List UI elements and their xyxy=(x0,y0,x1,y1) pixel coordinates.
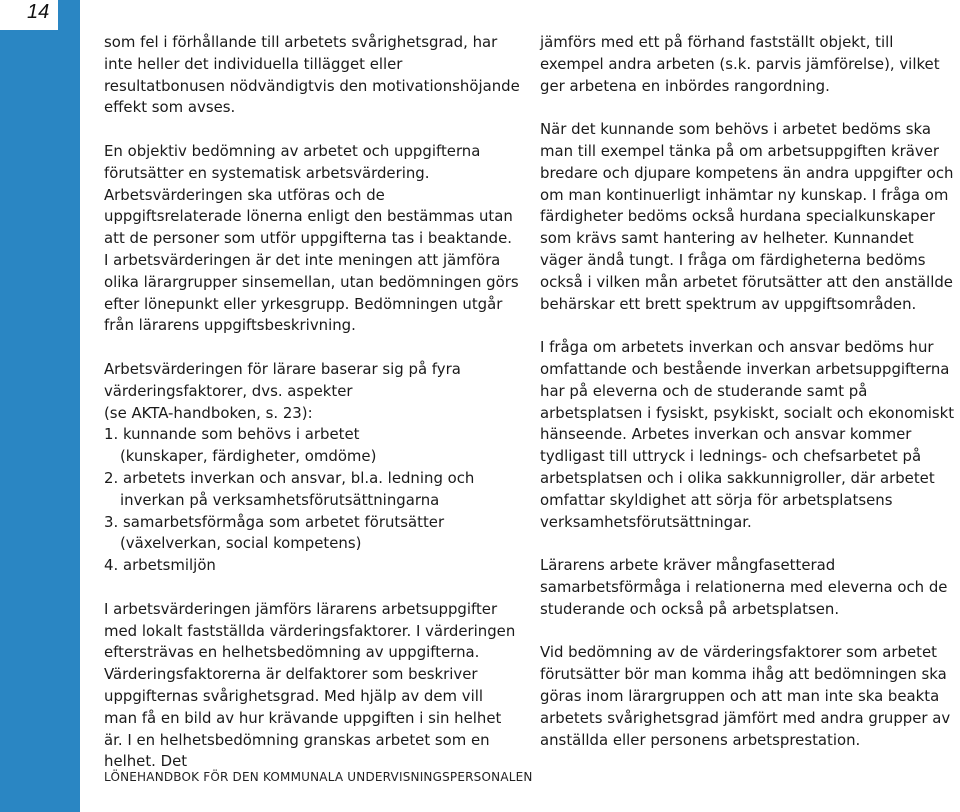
right-paragraph-3: I fråga om arbetets inverkan och ansvar bedöms hur omfattande och bestående inverkan arbetsuppgifterna har på eleverna och de studerande samt på arbetsplatsen i fysiskt, psykiskt, socialt och ekonomiskt hänseende. Arbetes inverkan och ansvar kommer tydligast till uttryck i lednings- och chefsarbetet på arbetsplatsen och i olika sakkunnigroller, där arbetet omfattar skyldighet att sörja för arbetsplatsens verksamhetsförutsättningar. xyxy=(540,338,955,531)
list-item-1-detail: (kunskaper, färdigheter, omdöme) xyxy=(120,447,377,466)
list-item-4: 4. arbetsmiljön xyxy=(104,556,216,575)
right-paragraph-4: Lärarens arbete kräver mångfasetterad samarbetsförmåga i relationerna med eleverna och de studerande och också på arbetsplatsen. xyxy=(540,556,948,618)
left-paragraph-2: En objektiv bedömning av arbetet och uppgifterna förutsätter en systematisk arbetsvärdering. Arbetsvärderingen ska utföras och de uppgiftsrelaterade lönerna enligt den bestämmas utan att de personer som utför uppgifterna tas i beaktande. I arbetsvärderingen är det inte meningen att jämföra olika lärargrupper sinsemellan, utan bedömningen görs efter lönepunkt eller yrkesgrupp. Bedömningen utgår från lärarens uppgiftsbeskrivning. xyxy=(104,141,519,335)
left-paragraph-3: I arbetsvärderingen jämförs lärarens arbetsuppgifter med lokalt fastställda värderingsfaktorer. I värderingen eftersträvas en helhetsbedömning av uppgifterna. Värderingsfaktorerna är delfaktorer som beskriver uppgifternas svårighetsgrad. Med hjälp av dem vill man få en bild av hur krävande uppgiften i sin helhet är. I en helhetsbedömning granskas arbetet som en helhet. Det xyxy=(104,599,516,771)
right-paragraph-1: jämförs med ett på förhand fastställt objekt, till exempel andra arbeten (s.k. parvis jämförelse), vilket ger arbetena en inbördes rangordning. xyxy=(540,33,940,95)
list-item-2: 2. arbetets inverkan och ansvar, bl.a. ledning och xyxy=(104,468,475,487)
right-column xyxy=(540,32,956,773)
list-reference: (se AKTA-handboken, s. 23): xyxy=(104,403,313,422)
list-item-1: 1. kunnande som behövs i arbetet xyxy=(104,425,360,444)
page-footer: LÖNEHANDBOK FÖR DEN KOMMUNALA UNDERVISNINGSPERSONALEN xyxy=(104,770,533,784)
right-paragraph-2: När det kunnande som behövs i arbetet bedöms ska man till exempel tänka på om arbetsuppgiften kräver bredare och djupare kompetens än andra uppgifter och om man kontinuerligt inhämtar ny kunskap. I fråga om färdigheter bedöms också hurdana specialkunskaper som krävs samt hantering av helheter. Kunnandet väger ändå tungt. I fråga om färdigheterna bedöms också i vilken mån arbetet förutsätter att den anställde behärskar ett brett spektrum av uppgiftsområden. xyxy=(540,120,954,313)
valuation-factors-list xyxy=(104,359,520,577)
list-item-2-detail: inverkan på verksamhetsförutsättningarna xyxy=(120,490,440,509)
page-sidebar-accent xyxy=(0,0,80,812)
list-item-3: 3. samarbetsförmåga som arbetet förutsätter xyxy=(104,512,445,531)
left-column xyxy=(104,32,520,795)
right-paragraph-5: Vid bedömning av de värderingsfaktorer som arbetet förutsätter bör man komma ihåg att bedömningen ska göras inom lärargruppen och att man inte ska beakta arbetets svårighetsgrad jämfört med andra grupper av anställda eller personens arbetsprestation. xyxy=(540,643,951,749)
left-paragraph-1: som fel i förhållande till arbetets svårighetsgrad, har inte heller det individuella tillägget eller resultatbonusen nödvändigtvis den motivationshöjande effekt som avses. xyxy=(104,33,520,117)
list-intro: Arbetsvärderingen för lärare baserar sig på fyra värderingsfaktorer, dvs. aspekter xyxy=(104,359,461,400)
page-number: 14 xyxy=(27,1,50,23)
list-item-3-detail: (växelverkan, social kompetens) xyxy=(120,534,362,553)
